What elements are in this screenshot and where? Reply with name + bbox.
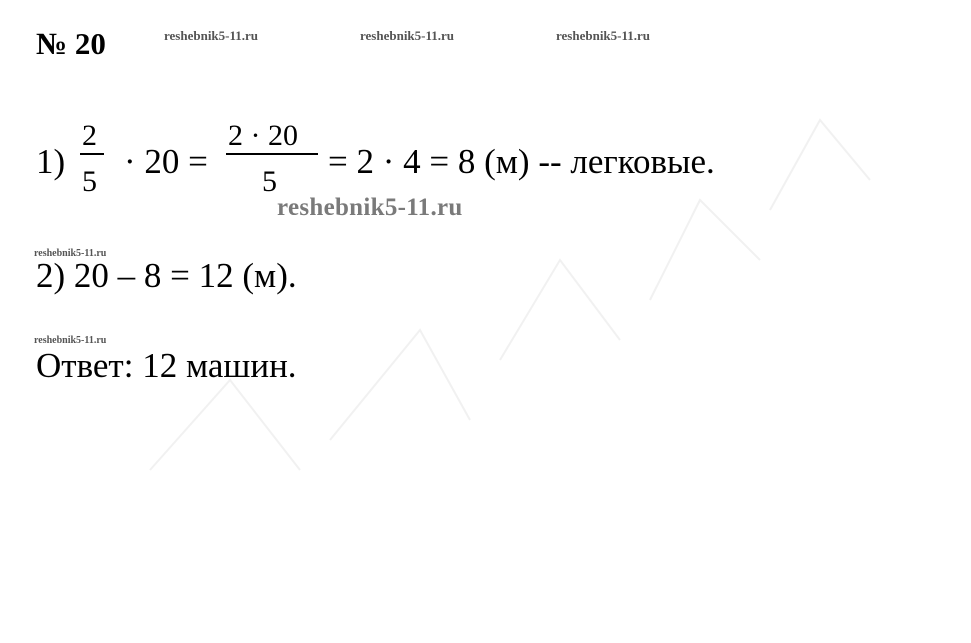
step1-fraction1-bar [80, 153, 104, 155]
watermark-header-3: reshebnik5-11.ru [556, 28, 651, 43]
watermark-header-2: reshebnik5-11.ru [360, 28, 455, 43]
watermark-center: reshebnik5-11.ru [277, 194, 463, 221]
answer-text: Ответ: 12 машин. [36, 346, 297, 385]
step1-index: 1) [36, 142, 66, 181]
watermark-step2: reshebnik5-11.ru [34, 248, 107, 259]
step1-fraction1-denominator: 5 [82, 165, 97, 198]
step1-result: = 2 · 4 = 8 (м) -- легковые. [328, 142, 715, 181]
step1-multiplier: · 20 = [124, 142, 208, 181]
step1-fraction1-numerator: 2 [82, 119, 97, 152]
problem-number: № 20 [36, 26, 106, 61]
step1-fraction2-denominator: 5 [262, 165, 277, 198]
watermark-answer: reshebnik5-11.ru [34, 335, 107, 346]
step2-text: 2) 20 – 8 = 12 (м). [36, 256, 297, 295]
step1-fraction2-numerator: 2 · 20 [228, 119, 298, 152]
step1-fraction2-bar [226, 153, 318, 155]
watermark-header-1: reshebnik5-11.ru [164, 28, 259, 43]
